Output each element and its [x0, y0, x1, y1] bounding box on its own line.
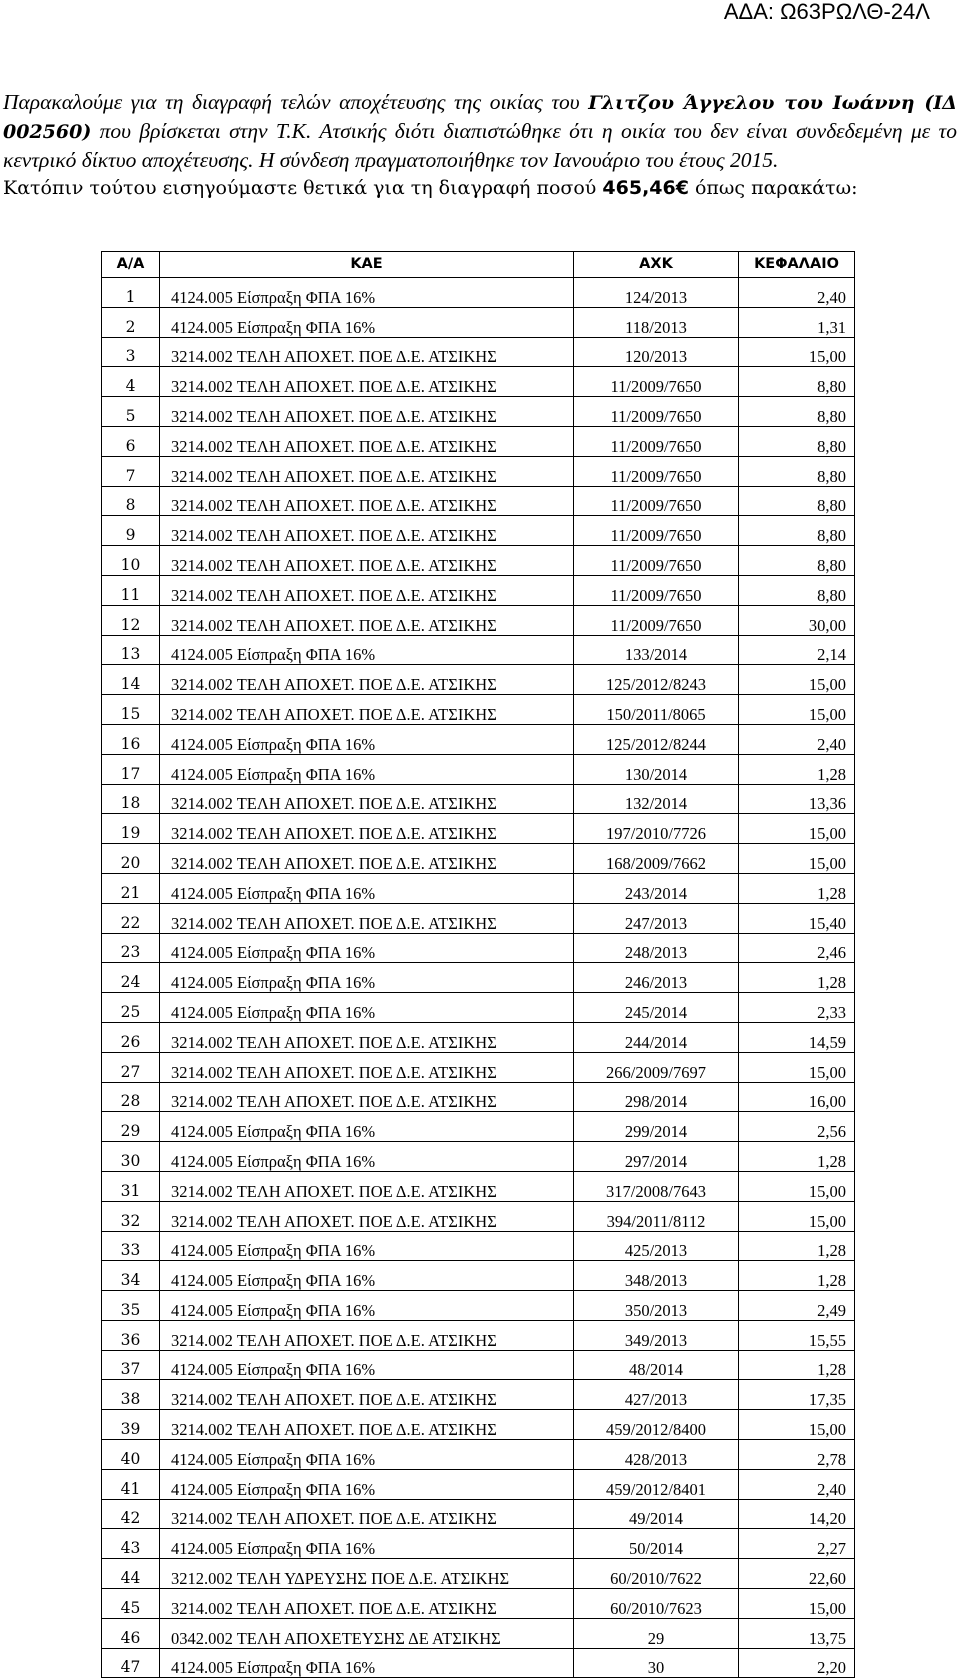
row-amount: 15,40	[739, 903, 855, 933]
row-axk: 248/2013	[574, 933, 739, 963]
row-number: 17	[102, 754, 160, 784]
row-axk: 317/2008/7643	[574, 1171, 739, 1201]
row-kae: 3214.002 ΤΕΛΗ ΑΠΟΧΕΤ. ΠΟΕ Δ.Ε. ΑΤΣΙΚΗΣ	[160, 844, 574, 874]
row-amount: 22,60	[739, 1559, 855, 1589]
row-kae: 3214.002 ΤΕΛΗ ΑΠΟΧΕΤ. ΠΟΕ Δ.Ε. ΑΤΣΙΚΗΣ	[160, 546, 574, 576]
table-row	[102, 814, 855, 844]
row-axk: 246/2013	[574, 963, 739, 993]
header-kef: ΚΕΦΑΛΑΙΟ	[739, 252, 855, 278]
row-axk: 428/2013	[574, 1440, 739, 1470]
table-row	[102, 426, 855, 456]
row-kae: 3214.002 ΤΕΛΗ ΑΠΟΧΕΤ. ΠΟΕ Δ.Ε. ΑΤΣΙΚΗΣ	[160, 1499, 574, 1529]
row-number: 43	[102, 1529, 160, 1559]
row-amount: 15,00	[739, 1171, 855, 1201]
table-row	[102, 1261, 855, 1291]
row-number: 9	[102, 516, 160, 546]
row-axk: 11/2009/7650	[574, 486, 739, 516]
row-number: 42	[102, 1499, 160, 1529]
table-row	[102, 665, 855, 695]
row-amount: 2,27	[739, 1529, 855, 1559]
row-kae: 4124.005 Είσπραξη ΦΠΑ 16%	[160, 278, 574, 308]
table-row	[102, 1022, 855, 1052]
row-axk: 459/2012/8401	[574, 1469, 739, 1499]
table-row	[102, 1589, 855, 1619]
row-kae: 3214.002 ΤΕΛΗ ΑΠΟΧΕΤ. ΠΟΕ Δ.Ε. ΑΤΣΙΚΗΣ	[160, 1022, 574, 1052]
table-row	[102, 635, 855, 665]
row-axk: 266/2009/7697	[574, 1052, 739, 1082]
row-kae: 4124.005 Είσπραξη ΦΠΑ 16%	[160, 1350, 574, 1380]
row-number: 7	[102, 456, 160, 486]
table-row	[102, 1082, 855, 1112]
table-row	[102, 903, 855, 933]
row-amount: 15,00	[739, 1052, 855, 1082]
intro-paragraph-2: Κατόπιν τούτου εισηγούμαστε θετικά για τη διαγραφή ποσού 465,46€ όπως παρακάτω:	[3, 177, 858, 199]
row-kae: 4124.005 Είσπραξη ΦΠΑ 16%	[160, 1231, 574, 1261]
row-kae: 3214.002 ΤΕΛΗ ΑΠΟΧΕΤ. ΠΟΕ Δ.Ε. ΑΤΣΙΚΗΣ	[160, 903, 574, 933]
row-number: 46	[102, 1618, 160, 1648]
row-number: 16	[102, 724, 160, 754]
row-amount: 15,00	[739, 665, 855, 695]
table-row	[102, 1618, 855, 1648]
row-kae: 3214.002 ΤΕΛΗ ΑΠΟΧΕΤ. ΠΟΕ Δ.Ε. ΑΤΣΙΚΗΣ	[160, 516, 574, 546]
row-axk: 197/2010/7726	[574, 814, 739, 844]
row-amount: 15,00	[739, 695, 855, 725]
row-axk: 243/2014	[574, 873, 739, 903]
row-kae: 3214.002 ΤΕΛΗ ΑΠΟΧΕΤ. ΠΟΕ Δ.Ε. ΑΤΣΙΚΗΣ	[160, 784, 574, 814]
row-number: 2	[102, 307, 160, 337]
table-row	[102, 1350, 855, 1380]
row-kae: 3214.002 ΤΕΛΗ ΑΠΟΧΕΤ. ΠΟΕ Δ.Ε. ΑΤΣΙΚΗΣ	[160, 456, 574, 486]
row-kae: 4124.005 Είσπραξη ΦΠΑ 16%	[160, 1291, 574, 1321]
row-axk: 299/2014	[574, 1112, 739, 1142]
row-amount: 2,49	[739, 1291, 855, 1321]
table-row	[102, 724, 855, 754]
row-number: 37	[102, 1350, 160, 1380]
row-kae: 4124.005 Είσπραξη ΦΠΑ 16%	[160, 635, 574, 665]
row-axk: 244/2014	[574, 1022, 739, 1052]
row-amount: 14,59	[739, 1022, 855, 1052]
row-amount: 14,20	[739, 1499, 855, 1529]
table-row	[102, 754, 855, 784]
table-row	[102, 605, 855, 635]
row-amount: 1,28	[739, 1350, 855, 1380]
row-amount: 2,46	[739, 933, 855, 963]
table-row	[102, 844, 855, 874]
row-number: 3	[102, 337, 160, 367]
row-number: 47	[102, 1648, 160, 1678]
row-number: 39	[102, 1410, 160, 1440]
intro-paragraph-1: Παρακαλούμε για τη διαγραφή τελών αποχέτευσης της οικίας του Γλιτζου Άγγελου του Ιωάννη (ΙΔ 002560) που βρίσκεται στην Τ.Κ. Ατσικής διότι διαπιστώθηκε ότι η οικία του δεν είναι συνδεδεμένη με το κεντρικό δίκτυο αποχέτευσης. Η σύνδεση πραγματοποιήθηκε τον Ιανουάριο του έτους 2015.	[3, 90, 957, 172]
table-row	[102, 1201, 855, 1231]
row-kae: 4124.005 Είσπραξη ΦΠΑ 16%	[160, 754, 574, 784]
row-amount: 2,14	[739, 635, 855, 665]
row-number: 23	[102, 933, 160, 963]
row-number: 26	[102, 1022, 160, 1052]
row-axk: 120/2013	[574, 337, 739, 367]
row-kae: 0342.002 ΤΕΛΗ ΑΠΟΧΕΤΕΥΣΗΣ ΔΕ ΑΤΣΙΚΗΣ	[160, 1618, 574, 1648]
row-number: 4	[102, 367, 160, 397]
row-number: 25	[102, 993, 160, 1023]
row-number: 1	[102, 278, 160, 308]
row-number: 44	[102, 1559, 160, 1589]
row-axk: 11/2009/7650	[574, 546, 739, 576]
row-axk: 11/2009/7650	[574, 605, 739, 635]
row-amount: 2,20	[739, 1648, 855, 1678]
row-axk: 348/2013	[574, 1261, 739, 1291]
row-kae: 3214.002 ΤΕΛΗ ΑΠΟΧΕΤ. ΠΟΕ Δ.Ε. ΑΤΣΙΚΗΣ	[160, 814, 574, 844]
ada-code: ΑΔΑ: Ω63ΡΩΛΘ-24Λ	[723, 0, 930, 24]
row-axk: 60/2010/7623	[574, 1589, 739, 1619]
row-kae: 4124.005 Είσπραξη ΦΠΑ 16%	[160, 933, 574, 963]
table-row	[102, 1052, 855, 1082]
row-number: 22	[102, 903, 160, 933]
table-row	[102, 516, 855, 546]
row-amount: 1,31	[739, 307, 855, 337]
table-row	[102, 1142, 855, 1172]
row-number: 24	[102, 963, 160, 993]
row-axk: 425/2013	[574, 1231, 739, 1261]
row-amount: 15,00	[739, 1589, 855, 1619]
row-number: 6	[102, 426, 160, 456]
row-amount: 15,00	[739, 814, 855, 844]
row-axk: 49/2014	[574, 1499, 739, 1529]
row-kae: 4124.005 Είσπραξη ΦΠΑ 16%	[160, 1529, 574, 1559]
row-axk: 298/2014	[574, 1082, 739, 1112]
row-amount: 1,28	[739, 1261, 855, 1291]
row-amount: 1,28	[739, 1231, 855, 1261]
row-number: 31	[102, 1171, 160, 1201]
table-row	[102, 933, 855, 963]
row-axk: 133/2014	[574, 635, 739, 665]
deletion-table	[101, 251, 855, 1678]
row-axk: 247/2013	[574, 903, 739, 933]
table-row	[102, 993, 855, 1023]
row-amount: 1,28	[739, 963, 855, 993]
row-amount: 16,00	[739, 1082, 855, 1112]
row-axk: 124/2013	[574, 278, 739, 308]
row-kae: 3214.002 ΤΕΛΗ ΑΠΟΧΕΤ. ΠΟΕ Δ.Ε. ΑΤΣΙΚΗΣ	[160, 1589, 574, 1619]
table-row	[102, 546, 855, 576]
row-axk: 11/2009/7650	[574, 516, 739, 546]
row-number: 34	[102, 1261, 160, 1291]
row-number: 29	[102, 1112, 160, 1142]
row-amount: 2,40	[739, 278, 855, 308]
table-row	[102, 1112, 855, 1142]
row-kae: 3214.002 ΤΕΛΗ ΑΠΟΧΕΤ. ΠΟΕ Δ.Ε. ΑΤΣΙΚΗΣ	[160, 486, 574, 516]
row-kae: 3214.002 ΤΕΛΗ ΑΠΟΧΕΤ. ΠΟΕ Δ.Ε. ΑΤΣΙΚΗΣ	[160, 426, 574, 456]
table-row	[102, 784, 855, 814]
row-amount: 30,00	[739, 605, 855, 635]
row-axk: 394/2011/8112	[574, 1201, 739, 1231]
table-row	[102, 456, 855, 486]
table-row	[102, 575, 855, 605]
row-number: 11	[102, 575, 160, 605]
row-kae: 4124.005 Είσπραξη ΦΠΑ 16%	[160, 1112, 574, 1142]
row-axk: 11/2009/7650	[574, 367, 739, 397]
table-row	[102, 873, 855, 903]
row-number: 27	[102, 1052, 160, 1082]
row-amount: 2,33	[739, 993, 855, 1023]
intro-text	[3, 88, 957, 202]
row-axk: 11/2009/7650	[574, 575, 739, 605]
row-kae: 3214.002 ΤΕΛΗ ΑΠΟΧΕΤ. ΠΟΕ Δ.Ε. ΑΤΣΙΚΗΣ	[160, 1380, 574, 1410]
row-number: 32	[102, 1201, 160, 1231]
row-amount: 8,80	[739, 575, 855, 605]
row-kae: 4124.005 Είσπραξη ΦΠΑ 16%	[160, 1142, 574, 1172]
row-axk: 50/2014	[574, 1529, 739, 1559]
row-number: 33	[102, 1231, 160, 1261]
row-kae: 4124.005 Είσπραξη ΦΠΑ 16%	[160, 724, 574, 754]
row-kae: 4124.005 Είσπραξη ΦΠΑ 16%	[160, 1648, 574, 1678]
table-row	[102, 367, 855, 397]
row-axk: 48/2014	[574, 1350, 739, 1380]
row-number: 41	[102, 1469, 160, 1499]
row-axk: 459/2012/8400	[574, 1410, 739, 1440]
table-row	[102, 1499, 855, 1529]
row-axk: 118/2013	[574, 307, 739, 337]
table-row	[102, 1469, 855, 1499]
table-row	[102, 1559, 855, 1589]
row-amount: 2,56	[739, 1112, 855, 1142]
row-axk: 11/2009/7650	[574, 426, 739, 456]
owner-name: Γλιτζου Άγγελου του Ιωάννη (ΙΔ 002560)	[3, 92, 957, 143]
table-row	[102, 278, 855, 308]
row-axk: 132/2014	[574, 784, 739, 814]
row-number: 38	[102, 1380, 160, 1410]
row-kae: 3214.002 ΤΕΛΗ ΑΠΟΧΕΤ. ΠΟΕ Δ.Ε. ΑΤΣΙΚΗΣ	[160, 1171, 574, 1201]
row-amount: 15,00	[739, 1201, 855, 1231]
row-axk: 11/2009/7650	[574, 397, 739, 427]
row-axk: 168/2009/7662	[574, 844, 739, 874]
row-axk: 125/2012/8244	[574, 724, 739, 754]
row-kae: 3214.002 ΤΕΛΗ ΑΠΟΧΕΤ. ΠΟΕ Δ.Ε. ΑΤΣΙΚΗΣ	[160, 1052, 574, 1082]
row-amount: 8,80	[739, 516, 855, 546]
row-amount: 15,55	[739, 1320, 855, 1350]
row-amount: 8,80	[739, 367, 855, 397]
row-kae: 4124.005 Είσπραξη ΦΠΑ 16%	[160, 873, 574, 903]
row-amount: 2,40	[739, 724, 855, 754]
row-kae: 3214.002 ΤΕΛΗ ΑΠΟΧΕΤ. ΠΟΕ Δ.Ε. ΑΤΣΙΚΗΣ	[160, 695, 574, 725]
row-kae: 3214.002 ΤΕΛΗ ΑΠΟΧΕΤ. ΠΟΕ Δ.Ε. ΑΤΣΙΚΗΣ	[160, 1320, 574, 1350]
row-amount: 2,40	[739, 1469, 855, 1499]
table-row	[102, 397, 855, 427]
row-kae: 4124.005 Είσπραξη ΦΠΑ 16%	[160, 1261, 574, 1291]
table-row	[102, 1171, 855, 1201]
table-header-row	[102, 252, 855, 278]
row-amount: 2,78	[739, 1440, 855, 1470]
row-number: 12	[102, 605, 160, 635]
row-number: 20	[102, 844, 160, 874]
row-number: 28	[102, 1082, 160, 1112]
row-amount: 1,28	[739, 1142, 855, 1172]
row-amount: 8,80	[739, 456, 855, 486]
row-number: 45	[102, 1589, 160, 1619]
row-axk: 125/2012/8243	[574, 665, 739, 695]
row-amount: 13,75	[739, 1618, 855, 1648]
table-row	[102, 486, 855, 516]
row-axk: 60/2010/7622	[574, 1559, 739, 1589]
table-row	[102, 1291, 855, 1321]
row-number: 19	[102, 814, 160, 844]
row-axk: 29	[574, 1618, 739, 1648]
row-number: 30	[102, 1142, 160, 1172]
row-kae: 3214.002 ΤΕΛΗ ΑΠΟΧΕΤ. ΠΟΕ Δ.Ε. ΑΤΣΙΚΗΣ	[160, 1082, 574, 1112]
row-number: 8	[102, 486, 160, 516]
row-kae: 4124.005 Είσπραξη ΦΠΑ 16%	[160, 1440, 574, 1470]
row-kae: 3214.002 ΤΕΛΗ ΑΠΟΧΕΤ. ΠΟΕ Δ.Ε. ΑΤΣΙΚΗΣ	[160, 1410, 574, 1440]
table-row	[102, 307, 855, 337]
header-kae: ΚΑΕ	[160, 252, 574, 278]
row-axk: 30	[574, 1648, 739, 1678]
row-amount: 15,00	[739, 1410, 855, 1440]
table-row	[102, 1648, 855, 1678]
row-axk: 11/2009/7650	[574, 456, 739, 486]
row-amount: 13,36	[739, 784, 855, 814]
row-amount: 8,80	[739, 486, 855, 516]
row-axk: 427/2013	[574, 1380, 739, 1410]
row-axk: 349/2013	[574, 1320, 739, 1350]
table-row	[102, 1320, 855, 1350]
row-amount: 8,80	[739, 546, 855, 576]
header-aa: Α/Α	[102, 252, 160, 278]
row-kae: 3214.002 ΤΕΛΗ ΑΠΟΧΕΤ. ΠΟΕ Δ.Ε. ΑΤΣΙΚΗΣ	[160, 605, 574, 635]
row-number: 18	[102, 784, 160, 814]
row-kae: 4124.005 Είσπραξη ΦΠΑ 16%	[160, 963, 574, 993]
row-kae: 4124.005 Είσπραξη ΦΠΑ 16%	[160, 307, 574, 337]
row-kae: 3214.002 ΤΕΛΗ ΑΠΟΧΕΤ. ΠΟΕ Δ.Ε. ΑΤΣΙΚΗΣ	[160, 397, 574, 427]
row-amount: 1,28	[739, 754, 855, 784]
row-amount: 8,80	[739, 397, 855, 427]
table-row	[102, 1380, 855, 1410]
table-row	[102, 337, 855, 367]
row-number: 36	[102, 1320, 160, 1350]
table-row	[102, 1410, 855, 1440]
row-amount: 17,35	[739, 1380, 855, 1410]
total-amount: 465,46€	[602, 177, 689, 199]
header-axk: ΑΧΚ	[574, 252, 739, 278]
row-number: 15	[102, 695, 160, 725]
row-axk: 350/2013	[574, 1291, 739, 1321]
table-row	[102, 1529, 855, 1559]
row-amount: 15,00	[739, 337, 855, 367]
row-kae: 3214.002 ΤΕΛΗ ΑΠΟΧΕΤ. ΠΟΕ Δ.Ε. ΑΤΣΙΚΗΣ	[160, 1201, 574, 1231]
row-axk: 297/2014	[574, 1142, 739, 1172]
row-number: 5	[102, 397, 160, 427]
row-axk: 130/2014	[574, 754, 739, 784]
row-axk: 150/2011/8065	[574, 695, 739, 725]
row-kae: 3214.002 ΤΕΛΗ ΑΠΟΧΕΤ. ΠΟΕ Δ.Ε. ΑΤΣΙΚΗΣ	[160, 367, 574, 397]
row-kae: 3212.002 ΤΕΛΗ ΥΔΡΕΥΣΗΣ ΠΟΕ Δ.Ε. ΑΤΣΙΚΗΣ	[160, 1559, 574, 1589]
row-number: 14	[102, 665, 160, 695]
row-kae: 3214.002 ΤΕΛΗ ΑΠΟΧΕΤ. ΠΟΕ Δ.Ε. ΑΤΣΙΚΗΣ	[160, 665, 574, 695]
table-row	[102, 1440, 855, 1470]
row-number: 40	[102, 1440, 160, 1470]
row-kae: 4124.005 Είσπραξη ΦΠΑ 16%	[160, 1469, 574, 1499]
row-amount: 15,00	[739, 844, 855, 874]
row-amount: 1,28	[739, 873, 855, 903]
table-row	[102, 695, 855, 725]
row-number: 13	[102, 635, 160, 665]
row-number: 21	[102, 873, 160, 903]
row-number: 35	[102, 1291, 160, 1321]
table-row	[102, 1231, 855, 1261]
row-amount: 8,80	[739, 426, 855, 456]
table-row	[102, 963, 855, 993]
row-kae: 3214.002 ΤΕΛΗ ΑΠΟΧΕΤ. ΠΟΕ Δ.Ε. ΑΤΣΙΚΗΣ	[160, 575, 574, 605]
row-kae: 3214.002 ΤΕΛΗ ΑΠΟΧΕΤ. ΠΟΕ Δ.Ε. ΑΤΣΙΚΗΣ	[160, 337, 574, 367]
row-axk: 245/2014	[574, 993, 739, 1023]
row-number: 10	[102, 546, 160, 576]
table-body	[102, 278, 855, 1678]
row-kae: 4124.005 Είσπραξη ΦΠΑ 16%	[160, 993, 574, 1023]
